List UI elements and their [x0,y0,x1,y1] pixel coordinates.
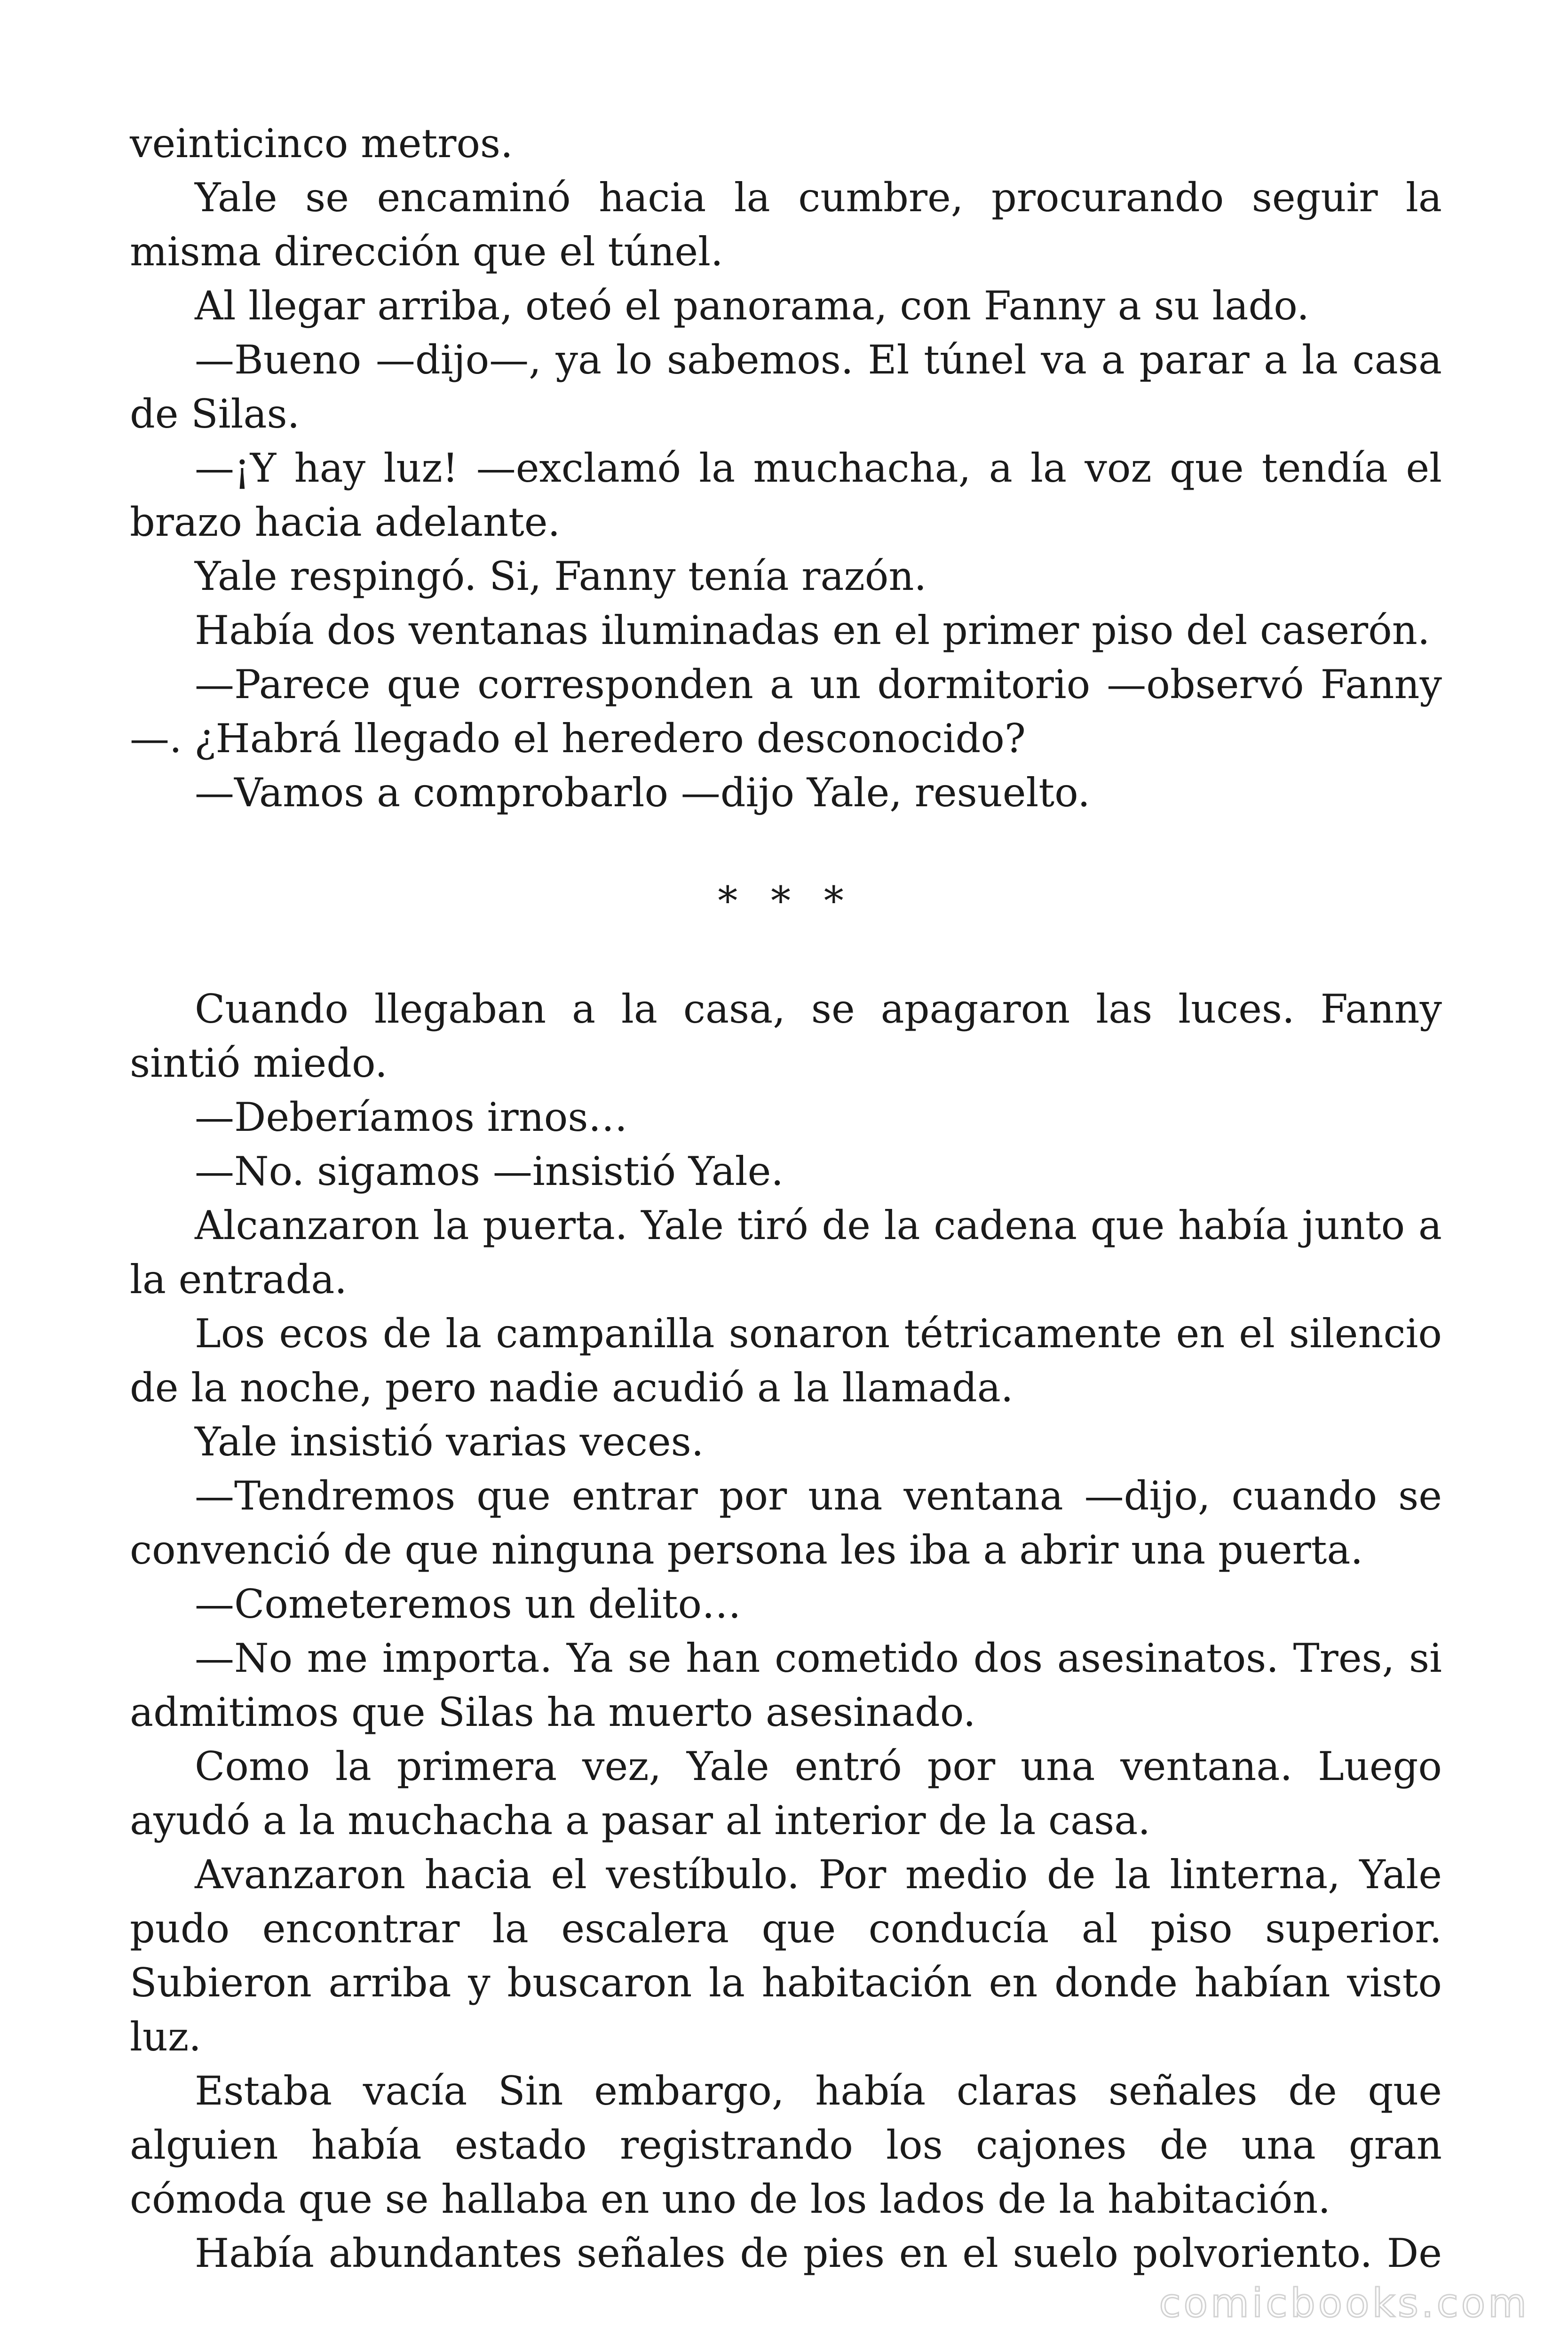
paragraph: Yale se encaminó hacia la cumbre, procurando seguir la misma dirección que el túnel. [130,175,1442,275]
paragraph: veinticinco metros. [130,120,513,167]
paragraph: —Tendremos que entrar por una ventana —dijo, cuando se convenció de que ninguna persona les iba a abrir una puerta. [130,1473,1442,1573]
paragraph: —Parece que corresponden a un dormitorio —observó Fanny—. ¿Habrá llegado el heredero desconocido? [130,661,1442,762]
paragraph: Había abundantes señales de pies en el suelo polvoriento. De [195,2230,1442,2276]
paragraph: Los ecos de la campanilla sonaron tétricamente en el silencio de la noche, pero nadie acudió a la llamada. [130,1311,1442,1411]
paragraph: —Cometeremos un delito… [195,1581,742,1627]
paragraph: —Deberíamos irnos… [195,1094,628,1140]
paragraph: Alcanzaron la puerta. Yale tiró de la cadena que había junto a la entrada. [130,1202,1442,1303]
paragraph: Cuando llegaban a la casa, se apagaron las luces. Fanny sintió miedo. [130,986,1442,1086]
paragraph: Estaba vacía Sin embargo, había claras señales de que alguien había estado registrando los cajones de una gran cómoda que se hallaba en uno de los lados de la habitación. [130,2068,1442,2222]
paragraph: —No me importa. Ya se han cometido dos asesinatos. Tres, si admitimos que Silas ha muerto asesinado. [130,1635,1442,1735]
page-body [130,117,1442,2280]
paragraph: Había dos ventanas iluminadas en el primer piso del caserón. [195,607,1430,653]
paragraph: —¡Y hay luz! —exclamó la muchacha, a la voz que tendía el brazo hacia adelante. [130,445,1442,545]
watermark: comicbooks.com [1159,2280,1529,2326]
paragraph: —Vamos a comprobarlo —dijo Yale, resuelto. [195,770,1090,816]
paragraph: Como la primera vez, Yale entró por una ventana. Luego ayudó a la muchacha a pasar al interior de la casa. [130,1743,1442,1843]
paragraph: —Bueno —dijo—, ya lo sabemos. El túnel va a parar a la casa de Silas. [130,337,1442,437]
paragraph: Yale respingó. Si, Fanny tenía razón. [195,553,927,599]
scene-break: * * * [718,878,854,924]
paragraph: Yale insistió varias veces. [195,1419,704,1465]
paragraph: Avanzaron hacia el vestíbulo. Por medio de la linterna, Yale pudo encontrar la escalera que conducía al piso superior. Subieron arriba y buscaron la habitación en donde habían visto luz. [130,1851,1442,2060]
paragraph: —No. sigamos —insistió Yale. [195,1148,784,1194]
paragraph: Al llegar arriba, oteó el panorama, con Fanny a su lado. [195,283,1310,329]
